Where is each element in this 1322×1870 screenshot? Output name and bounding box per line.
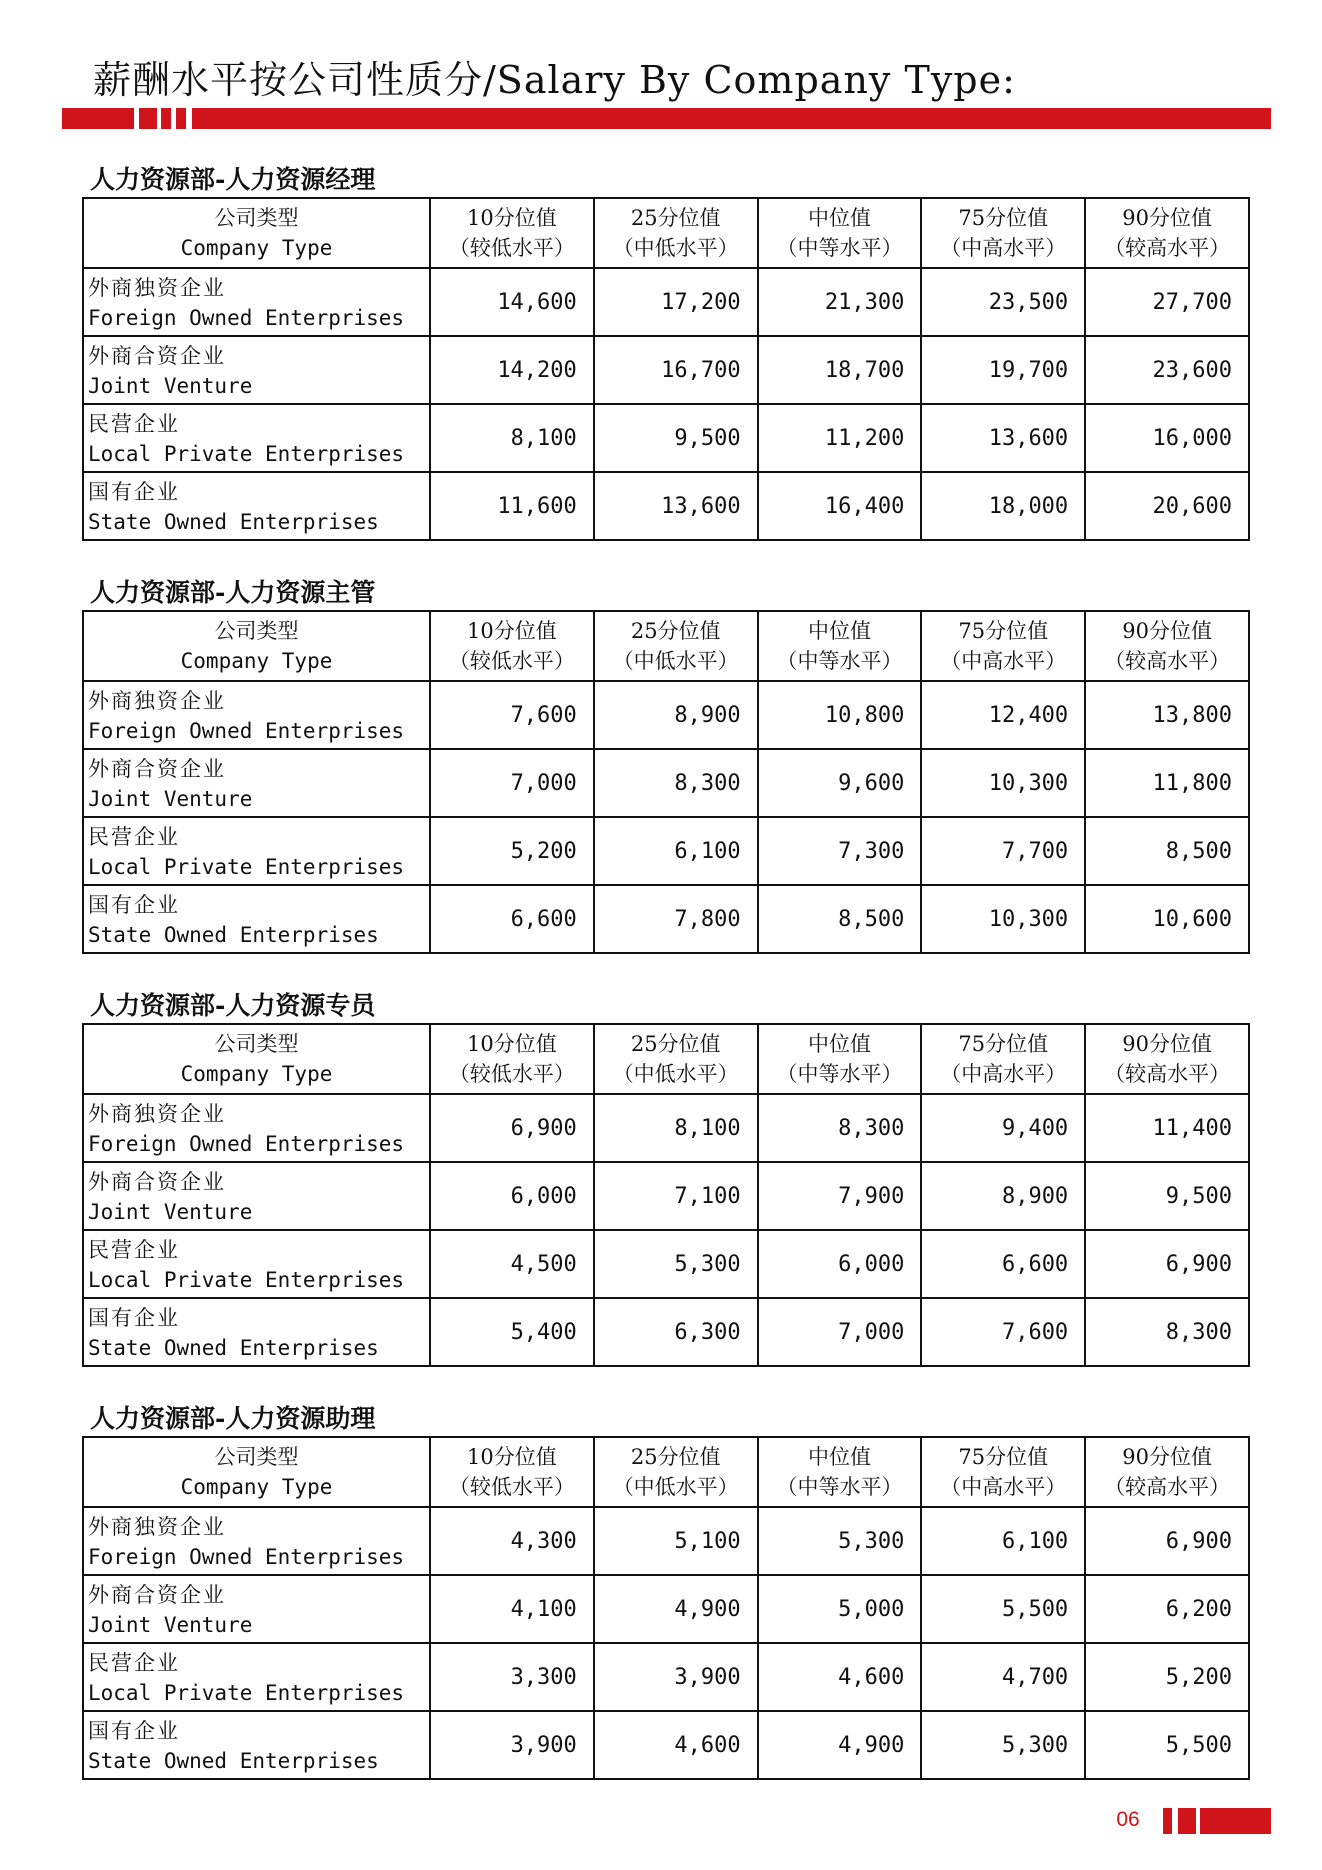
- company-type-cell: 外商独资企业 Foreign Owned Enterprises: [83, 1094, 430, 1162]
- header-median: 中位值 （中等水平）: [758, 1024, 922, 1094]
- footer-bar-main: [1200, 1808, 1271, 1834]
- value-p75: 7,600: [921, 1298, 1085, 1366]
- value-p25: 4,900: [594, 1575, 758, 1643]
- header-p75: 75分位值 （中高水平）: [921, 1437, 1085, 1507]
- company-type-cell: 外商合资企业 Joint Venture: [83, 336, 430, 404]
- header-bar-block-3: [176, 108, 186, 129]
- company-type-cell: 外商合资企业 Joint Venture: [83, 1575, 430, 1643]
- table-row: [83, 1094, 1249, 1162]
- value-p90: 23,600: [1085, 336, 1249, 404]
- table-row: [83, 1643, 1249, 1711]
- value-p25: 13,600: [594, 472, 758, 540]
- value-p90: 9,500: [1085, 1162, 1249, 1230]
- table-row: [83, 885, 1249, 953]
- company-type-cell: 民营企业 Local Private Enterprises: [83, 1230, 430, 1298]
- table-row: [83, 749, 1249, 817]
- header-p25: 25分位值 （中低水平）: [594, 1024, 758, 1094]
- value-p75: 4,700: [921, 1643, 1085, 1711]
- company-type-cell: 国有企业 State Owned Enterprises: [83, 1711, 430, 1779]
- value-median: 7,300: [758, 817, 922, 885]
- header-p10: 10分位值 （较低水平）: [430, 611, 594, 681]
- header-bar-main: [192, 108, 1271, 129]
- value-p25: 8,300: [594, 749, 758, 817]
- table-header-row: [83, 1437, 1249, 1507]
- table-row: [83, 1162, 1249, 1230]
- value-p25: 17,200: [594, 268, 758, 336]
- value-p25: 7,100: [594, 1162, 758, 1230]
- value-p90: 10,600: [1085, 885, 1249, 953]
- value-p10: 14,600: [430, 268, 594, 336]
- header-p25: 25分位值 （中低水平）: [594, 1437, 758, 1507]
- company-type-cell: 外商独资企业 Foreign Owned Enterprises: [83, 681, 430, 749]
- table-header-row: [83, 198, 1249, 268]
- company-type-cell: 外商合资企业 Joint Venture: [83, 749, 430, 817]
- footer-bar-block-2: [1178, 1808, 1196, 1834]
- table-row: [83, 268, 1249, 336]
- company-type-cell: 外商合资企业 Joint Venture: [83, 1162, 430, 1230]
- header-p75: 75分位值 （中高水平）: [921, 198, 1085, 268]
- value-median: 16,400: [758, 472, 922, 540]
- table-row: [83, 336, 1249, 404]
- header-company-type: 公司类型 Company Type: [83, 611, 430, 681]
- header-p75: 75分位值 （中高水平）: [921, 1024, 1085, 1094]
- table-row: [83, 1507, 1249, 1575]
- header-p90: 90分位值 （较高水平）: [1085, 1024, 1249, 1094]
- company-type-cell: 国有企业 State Owned Enterprises: [83, 472, 430, 540]
- value-p75: 23,500: [921, 268, 1085, 336]
- value-p10: 5,200: [430, 817, 594, 885]
- value-p90: 20,600: [1085, 472, 1249, 540]
- value-p10: 7,000: [430, 749, 594, 817]
- value-p90: 27,700: [1085, 268, 1249, 336]
- value-p75: 10,300: [921, 749, 1085, 817]
- header-company-type: 公司类型 Company Type: [83, 1437, 430, 1507]
- value-p25: 3,900: [594, 1643, 758, 1711]
- table-row: [83, 1298, 1249, 1366]
- value-p10: 5,400: [430, 1298, 594, 1366]
- value-p25: 6,300: [594, 1298, 758, 1366]
- value-p25: 7,800: [594, 885, 758, 953]
- value-median: 18,700: [758, 336, 922, 404]
- company-type-cell: 外商独资企业 Foreign Owned Enterprises: [83, 1507, 430, 1575]
- header-p10: 10分位值 （较低水平）: [430, 1024, 594, 1094]
- table-row: [83, 1711, 1249, 1779]
- page-title: 薪酬水平按公司性质分/Salary By Company Type:: [93, 58, 1016, 102]
- value-p10: 6,600: [430, 885, 594, 953]
- value-median: 11,200: [758, 404, 922, 472]
- table-row: [83, 472, 1249, 540]
- value-p75: 10,300: [921, 885, 1085, 953]
- value-median: 7,900: [758, 1162, 922, 1230]
- header-median: 中位值 （中等水平）: [758, 198, 922, 268]
- table-row: [83, 404, 1249, 472]
- value-p90: 5,200: [1085, 1643, 1249, 1711]
- value-median: 21,300: [758, 268, 922, 336]
- value-p75: 18,000: [921, 472, 1085, 540]
- value-p10: 4,100: [430, 1575, 594, 1643]
- salary-section-hr-assistant: [82, 1402, 1250, 1780]
- section-title: 人力资源部-人力资源助理: [90, 1404, 376, 1433]
- value-p25: 6,100: [594, 817, 758, 885]
- value-median: 8,300: [758, 1094, 922, 1162]
- header-bar-block-1: [139, 108, 157, 129]
- value-p10: 3,300: [430, 1643, 594, 1711]
- value-median: 5,000: [758, 1575, 922, 1643]
- salary-table: [82, 197, 1250, 541]
- header-bar-block-2: [161, 108, 171, 129]
- section-title: 人力资源部-人力资源主管: [90, 578, 376, 607]
- footer-bar-block-1: [1163, 1808, 1172, 1834]
- salary-section-hr-supervisor: [82, 576, 1250, 954]
- value-p90: 11,800: [1085, 749, 1249, 817]
- value-p90: 6,900: [1085, 1507, 1249, 1575]
- value-p75: 6,600: [921, 1230, 1085, 1298]
- header-p75: 75分位值 （中高水平）: [921, 611, 1085, 681]
- company-type-cell: 民营企业 Local Private Enterprises: [83, 1643, 430, 1711]
- value-median: 4,600: [758, 1643, 922, 1711]
- value-p25: 16,700: [594, 336, 758, 404]
- company-type-cell: 国有企业 State Owned Enterprises: [83, 885, 430, 953]
- value-p10: 6,900: [430, 1094, 594, 1162]
- value-p75: 9,400: [921, 1094, 1085, 1162]
- salary-table: [82, 1436, 1250, 1780]
- value-p10: 6,000: [430, 1162, 594, 1230]
- value-median: 6,000: [758, 1230, 922, 1298]
- salary-section-hr-specialist: [82, 989, 1250, 1367]
- value-p25: 4,600: [594, 1711, 758, 1779]
- table-row: [83, 1575, 1249, 1643]
- table-row: [83, 817, 1249, 885]
- value-median: 10,800: [758, 681, 922, 749]
- company-type-cell: 外商独资企业 Foreign Owned Enterprises: [83, 268, 430, 336]
- value-p90: 5,500: [1085, 1711, 1249, 1779]
- salary-section-hr-manager: [82, 163, 1250, 541]
- value-p25: 9,500: [594, 404, 758, 472]
- value-p90: 8,300: [1085, 1298, 1249, 1366]
- value-p75: 8,900: [921, 1162, 1085, 1230]
- page-number: 06: [1116, 1808, 1140, 1831]
- value-p75: 13,600: [921, 404, 1085, 472]
- value-p10: 8,100: [430, 404, 594, 472]
- value-p90: 16,000: [1085, 404, 1249, 472]
- header-median: 中位值 （中等水平）: [758, 611, 922, 681]
- header-p25: 25分位值 （中低水平）: [594, 611, 758, 681]
- header-p90: 90分位值 （较高水平）: [1085, 611, 1249, 681]
- header-p25: 25分位值 （中低水平）: [594, 198, 758, 268]
- header-median: 中位值 （中等水平）: [758, 1437, 922, 1507]
- value-p75: 5,500: [921, 1575, 1085, 1643]
- value-p90: 6,200: [1085, 1575, 1249, 1643]
- value-p10: 4,500: [430, 1230, 594, 1298]
- value-p10: 3,900: [430, 1711, 594, 1779]
- value-p10: 14,200: [430, 336, 594, 404]
- value-p90: 11,400: [1085, 1094, 1249, 1162]
- header-company-type: 公司类型 Company Type: [83, 198, 430, 268]
- value-p75: 12,400: [921, 681, 1085, 749]
- value-p10: 4,300: [430, 1507, 594, 1575]
- value-p10: 7,600: [430, 681, 594, 749]
- section-title: 人力资源部-人力资源经理: [90, 165, 376, 194]
- salary-table: [82, 610, 1250, 954]
- value-p75: 6,100: [921, 1507, 1085, 1575]
- company-type-cell: 国有企业 State Owned Enterprises: [83, 1298, 430, 1366]
- value-median: 7,000: [758, 1298, 922, 1366]
- table-row: [83, 681, 1249, 749]
- value-p25: 8,100: [594, 1094, 758, 1162]
- value-median: 9,600: [758, 749, 922, 817]
- table-row: [83, 1230, 1249, 1298]
- table-header-row: [83, 611, 1249, 681]
- value-p90: 13,800: [1085, 681, 1249, 749]
- header-p10: 10分位值 （较低水平）: [430, 198, 594, 268]
- value-p25: 8,900: [594, 681, 758, 749]
- value-p90: 6,900: [1085, 1230, 1249, 1298]
- value-p25: 5,100: [594, 1507, 758, 1575]
- header-p90: 90分位值 （较高水平）: [1085, 1437, 1249, 1507]
- salary-table: [82, 1023, 1250, 1367]
- value-p90: 8,500: [1085, 817, 1249, 885]
- value-median: 8,500: [758, 885, 922, 953]
- company-type-cell: 民营企业 Local Private Enterprises: [83, 404, 430, 472]
- header-company-type: 公司类型 Company Type: [83, 1024, 430, 1094]
- header-bar-left: [62, 108, 134, 129]
- header-p90: 90分位值 （较高水平）: [1085, 198, 1249, 268]
- company-type-cell: 民营企业 Local Private Enterprises: [83, 817, 430, 885]
- value-p75: 5,300: [921, 1711, 1085, 1779]
- value-median: 4,900: [758, 1711, 922, 1779]
- value-p75: 7,700: [921, 817, 1085, 885]
- table-header-row: [83, 1024, 1249, 1094]
- header-p10: 10分位值 （较低水平）: [430, 1437, 594, 1507]
- value-median: 5,300: [758, 1507, 922, 1575]
- value-p75: 19,700: [921, 336, 1085, 404]
- section-title: 人力资源部-人力资源专员: [90, 991, 376, 1020]
- value-p10: 11,600: [430, 472, 594, 540]
- value-p25: 5,300: [594, 1230, 758, 1298]
